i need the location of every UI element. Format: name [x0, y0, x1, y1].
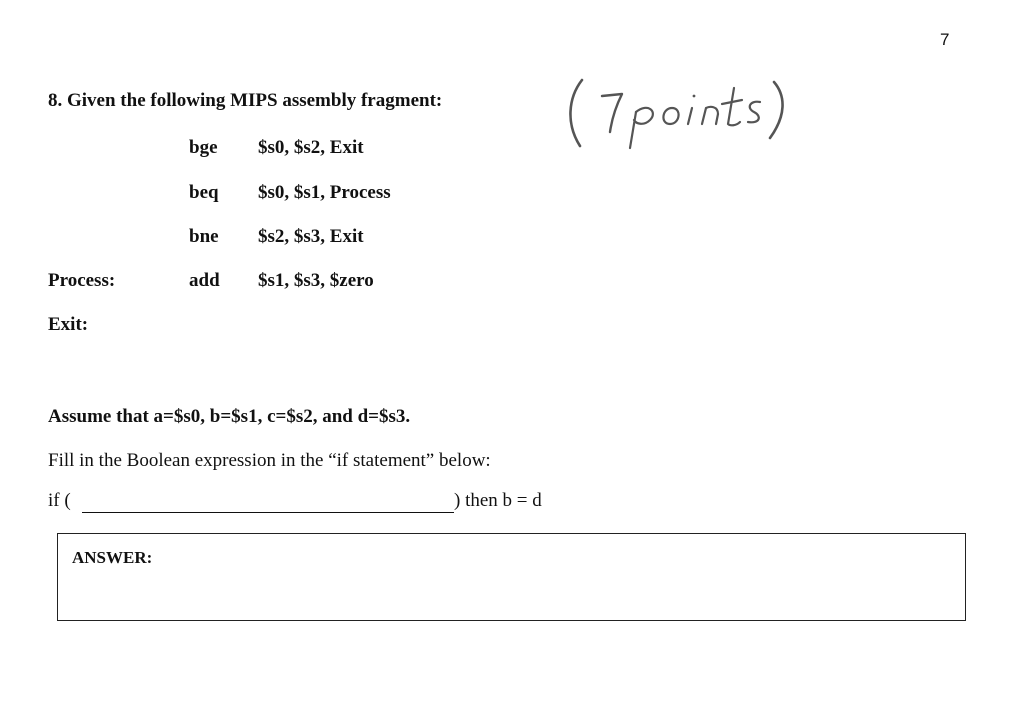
if-statement: [48, 490, 608, 516]
page-number: 7: [940, 30, 950, 49]
code-opcode: bne: [189, 226, 219, 247]
assumption-text: Assume that a=$s0, b=$s1, c=$s2, and d=$s3.: [48, 406, 411, 427]
code-label: Process:: [48, 270, 116, 291]
code-label: Exit:: [48, 314, 89, 335]
if-prefix: if (: [48, 490, 71, 511]
code-opcode: beq: [189, 182, 219, 203]
code-opcode: bge: [189, 137, 218, 158]
code-operands: $s2, $s3, Exit: [258, 226, 364, 247]
answer-field[interactable]: [72, 578, 952, 614]
code-opcode: add: [189, 270, 220, 291]
instruction-text: Fill in the Boolean expression in the “if statement” below:: [48, 450, 491, 471]
handwritten-points-annotation: [560, 72, 795, 152]
code-operands: $s0, $s1, Process: [258, 182, 391, 203]
code-operands: $s0, $s2, Exit: [258, 137, 364, 158]
if-suffix: ) then b = d: [454, 490, 542, 511]
answer-box[interactable]: [57, 533, 966, 621]
if-condition-blank[interactable]: [82, 512, 454, 513]
answer-label: ANSWER:: [72, 548, 153, 567]
code-operands: $s1, $s3, $zero: [258, 270, 374, 291]
question-title: 8. Given the following MIPS assembly fragment:: [48, 90, 443, 111]
